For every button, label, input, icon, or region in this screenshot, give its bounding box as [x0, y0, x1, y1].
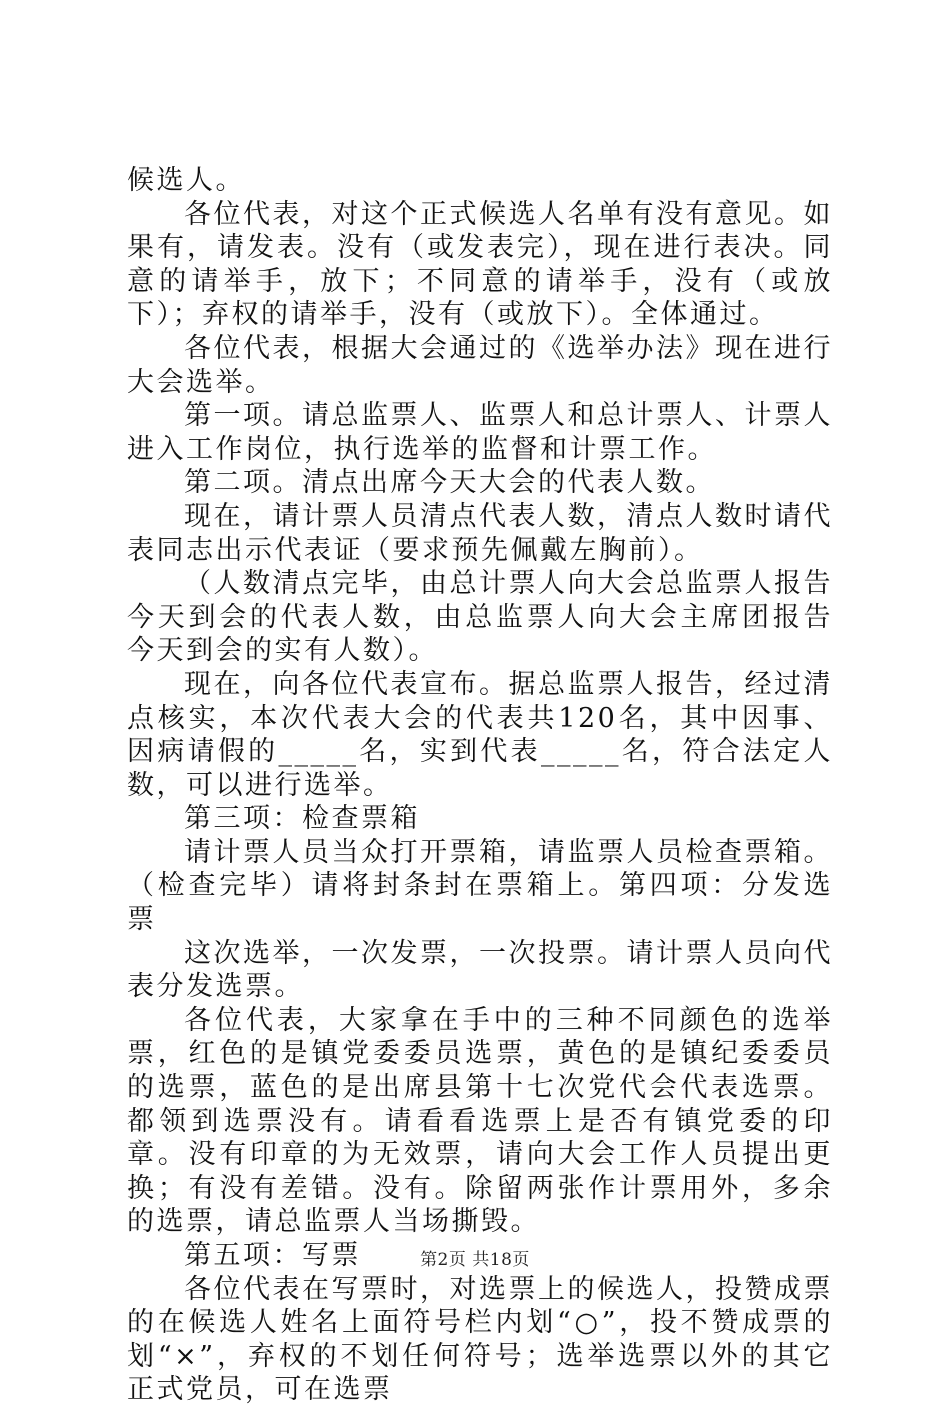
paragraph: 第一项。请总监票人、监票人和总计票人、计票人进入工作岗位，执行选举的监督和计票工作。: [127, 400, 833, 465]
paragraph: 请计票人员当众打开票箱，请监票人员检查票箱。（检查完毕）请将封条封在票箱上。第四项：分发选票: [127, 836, 833, 936]
paragraph: 现在，向各位代表宣布。据总监票人报告，经过清点核实，本次代表大会的代表共120名，其中因事、因病请假的_____名，实到代表_____名，符合法定人数，可以进行选举。: [127, 668, 833, 801]
paragraph: 这次选举，一次发票，一次投票。请计票人员向代表分发选票。: [127, 937, 833, 1003]
paragraph: 第五项：写票: [184, 1240, 361, 1271]
paragraph: 第二项。清点出席今天大会的代表人数。: [184, 467, 715, 499]
paragraph: （人数清点完毕，由总计票人向大会总监票人报告今天到会的代表人数，由总监票人向大会主席团报告今天到会的实有人数）。: [127, 568, 833, 667]
paragraph: 各位代表，对这个正式候选人名单有没有意见。如果有，请发表。没有（或发表完），现在进行表决。同意的请举手，放下；不同意的请举手，没有（或放下）；弃权的请举手，没有（或放下）。全体通过。: [127, 198, 833, 331]
paragraph: 第三项：检查票箱: [184, 803, 420, 835]
paragraph: 现在，请计票人员清点代表人数，清点人数时请代表同志出示代表证（要求预先佩戴左胸前）。: [127, 500, 833, 566]
page-number-footer: 第2页 共18页: [420, 1250, 530, 1270]
document-body: [127, 164, 833, 1407]
paragraph: 各位代表，根据大会通过的《选举办法》现在进行大会选举。: [127, 332, 833, 398]
paragraph: 候选人。: [127, 165, 245, 196]
paragraph: 各位代表在写票时，对选票上的候选人，投赞成票的在候选人姓名上面符号栏内划“○”，投不赞成票的划“×”，弃权的不划任何符号；选举选票以外的其它正式党员，可在选票: [127, 1273, 833, 1406]
paragraph: 各位代表，大家拿在手中的三种不同颜色的选举票，红色的是镇党委委员选票，黄色的是镇纪委委员的选票，蓝色的是出席县第十七次党代会代表选票。都领到选票没有。请看看选票上是否有镇党委的印章。没有印章的为无效票，请向大会工作人员提出更换；有没有差错。没有。除留两张作计票用外，多余的选票，请总监票人当场撕毁。: [127, 1004, 833, 1238]
